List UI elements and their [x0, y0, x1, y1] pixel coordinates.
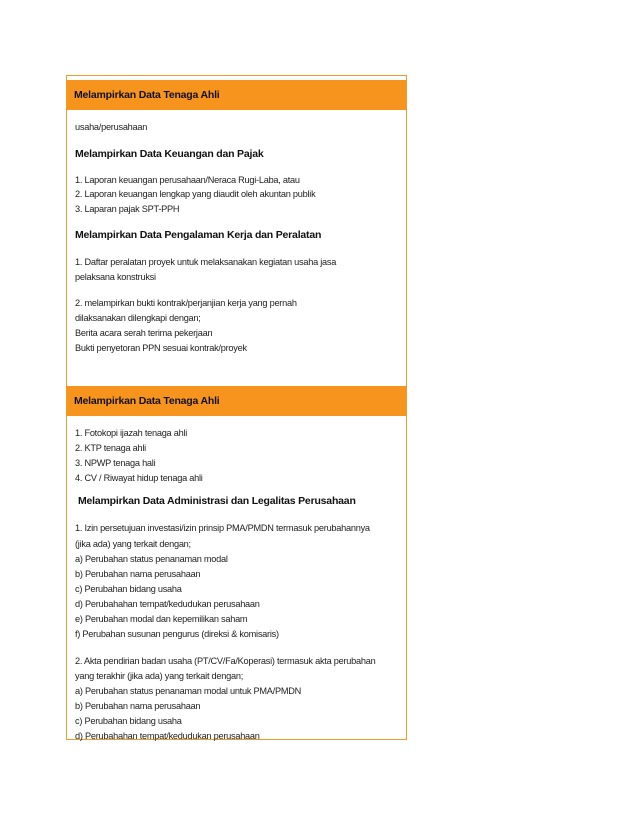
tenaga-line: 3. NPWP tenaga hali — [75, 458, 156, 468]
header-tenaga-ahli-1: Melampirkan Data Tenaga Ahli — [67, 80, 406, 110]
administrasi-line: c) Perubahan bidang usaha — [75, 584, 182, 594]
administrasi-line: b) Perubahan nama perusahaan — [75, 569, 201, 579]
administrasi-line: (jika ada) yang terkait dengan; — [75, 539, 191, 549]
pengalaman-line: 2. melampirkan bukti kontrak/perjanjian kerja yang pernah — [75, 298, 297, 308]
keuangan-line: 1. Laporan keuangan perusahaan/Neraca Rugi-Laba, atau — [75, 175, 300, 185]
pengalaman-line: pelaksana konstruksi — [75, 272, 156, 282]
pengalaman-line: Bukti penyetoran PPN sesuai kontrak/proyek — [75, 343, 247, 353]
administrasi-line: 1. Izin persetujuan investasi/izin prinsip PMA/PMDN termasuk perubahannya — [75, 523, 370, 533]
keuangan-line: 2. Laporan keuangan lengkap yang diaudit oleh akuntan publik — [75, 189, 316, 199]
tenaga-line: 1. Fotokopi ijazah tenaga ahli — [75, 428, 188, 438]
intro-text: usaha/perusahaan — [75, 122, 148, 132]
administrasi-line: a) Perubahan status penanaman modal untuk PMA/PMDN — [75, 686, 301, 696]
pengalaman-line: dilaksanakan dilengkapi dengan; — [75, 313, 201, 323]
administrasi-line: d) Perubahahan tempat/kedudukan perusahaan — [75, 599, 260, 609]
administrasi-line: 2. Akta pendirian badan usaha (PT/CV/Fa/Koperasi) termasuk akta perubahan — [75, 656, 376, 666]
pengalaman-line: 1. Daftar peralatan proyek untuk melaksanakan kegiatan usaha jasa — [75, 257, 337, 267]
administrasi-line: a) Perubahan status penanaman modal — [75, 554, 228, 564]
administrasi-line: f) Perubahan susunan pengurus (direksi & komisaris) — [75, 629, 279, 639]
section-title-keuangan: Melampirkan Data Keuangan dan Pajak — [75, 148, 264, 160]
section-title-administrasi: Melampirkan Data Administrasi dan Legalitas Perusahaan — [78, 495, 356, 507]
administrasi-line: d) Perubahahan tempat/kedudukan perusahaan — [75, 731, 260, 741]
tenaga-line: 4. CV / Riwayat hidup tenaga ahli — [75, 473, 203, 483]
pengalaman-line: Berita acara serah terima pekerjaan — [75, 328, 213, 338]
section-title-pengalaman: Melampirkan Data Pengalaman Kerja dan Peralatan — [75, 229, 322, 241]
administrasi-line: b) Perubahan nama perusahaan — [75, 701, 201, 711]
document-box — [66, 75, 407, 740]
header-tenaga-ahli-2: Melampirkan Data Tenaga Ahli — [67, 386, 406, 416]
administrasi-line: yang terakhir (jika ada) yang terkait dengan; — [75, 671, 244, 681]
tenaga-line: 2. KTP tenaga ahli — [75, 443, 146, 453]
keuangan-line: 3. Laparan pajak SPT-PPH — [75, 204, 180, 214]
administrasi-line: e) Perubahan modal dan kepemilikan saham — [75, 614, 248, 624]
administrasi-line: c) Perubahan bidang usaha — [75, 716, 182, 726]
